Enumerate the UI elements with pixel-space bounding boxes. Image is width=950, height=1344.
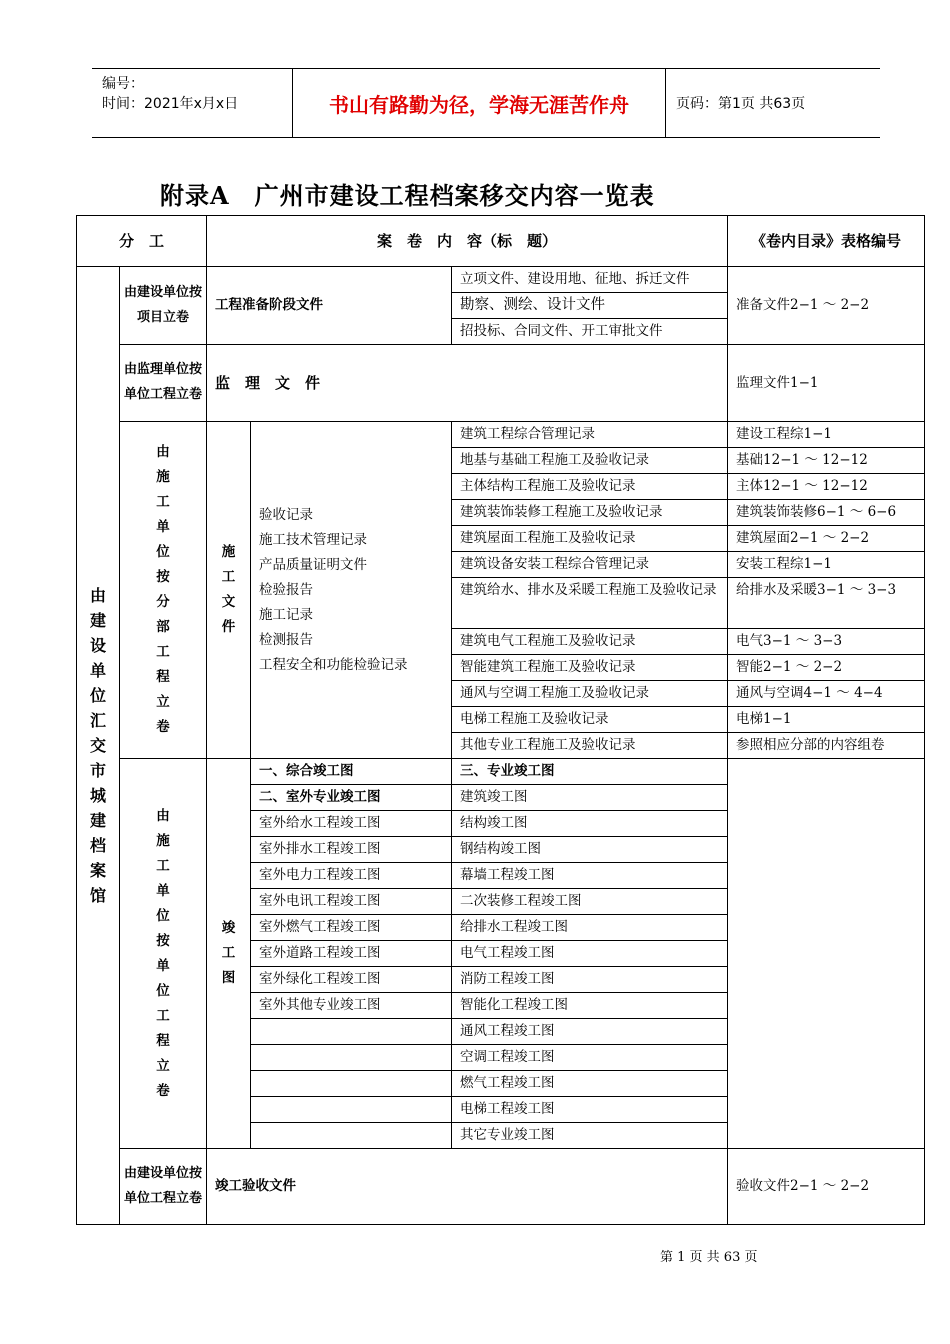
header-page-cell	[666, 69, 880, 137]
prep-unit: 由建设单位按项目立卷	[120, 267, 207, 345]
table-row	[77, 759, 925, 785]
record-code: 建筑装饰装修6−1 ～ 6−6	[728, 500, 925, 526]
list-item: 验收记录	[259, 506, 314, 523]
acceptance-title: 竣工验收文件	[207, 1149, 728, 1225]
table-row	[77, 267, 925, 293]
list-item: 施工记录	[259, 606, 314, 623]
asbuilt-right: 建筑竣工图	[452, 785, 728, 811]
record-code: 通风与空调4−1 ～ 4−4	[728, 681, 925, 707]
record-code: 给排水及采暖3−1 ～ 3−3	[728, 578, 925, 629]
acceptance-code: 验收文件2−1 ～ 2−2	[728, 1149, 925, 1225]
char: 卷	[156, 719, 170, 735]
char: 城	[89, 786, 106, 805]
char: 施	[221, 544, 236, 560]
record-name: 通风与空调工程施工及验收记录	[452, 681, 728, 707]
asbuilt-left: 二、室外专业竣工图	[251, 785, 452, 811]
char: 工	[156, 1007, 170, 1024]
acceptance-unit: 由建设单位按单位工程立卷	[120, 1149, 207, 1225]
record-code: 安装工程综1−1	[728, 552, 925, 578]
char: 工	[156, 857, 170, 874]
char: 施	[156, 469, 170, 485]
page-title: 附录A 广州市建设工程档案移交内容一览表	[160, 181, 655, 210]
supervision-code: 监理文件1−1	[728, 345, 925, 422]
header-meta	[92, 69, 293, 137]
asbuilt-unit	[120, 759, 207, 1149]
char: 程	[156, 1032, 170, 1049]
asbuilt-code-empty	[728, 759, 925, 1149]
page-number-label: 页码：第1页 共63页	[676, 96, 806, 112]
list-item: 产品质量证明文件	[259, 556, 368, 573]
asbuilt-right: 钢结构竣工图	[452, 837, 728, 863]
asbuilt-left: 室外给水工程竣工图	[251, 811, 452, 837]
date-label: 时间：2021年x月x日	[102, 96, 239, 112]
char: 工	[221, 569, 236, 585]
record-code: 建筑屋面2−1 ～ 2−2	[728, 526, 925, 552]
record-name: 建筑设备安装工程综合管理记录	[452, 552, 728, 578]
char: 文	[221, 594, 236, 610]
list-item: 检测报告	[259, 631, 314, 648]
asbuilt-left: 室外燃气工程竣工图	[251, 915, 452, 941]
asbuilt-right: 二次装修工程竣工图	[452, 889, 728, 915]
header-division: 分 工	[77, 216, 207, 267]
list-item: 施工技术管理记录	[259, 531, 368, 548]
list-item: 检验报告	[259, 581, 314, 598]
asbuilt-right: 其它专业竣工图	[452, 1123, 728, 1149]
table-row	[77, 422, 925, 448]
char: 件	[221, 619, 236, 635]
char: 部	[156, 619, 170, 635]
char: 设	[89, 636, 106, 655]
asbuilt-left: 室外电力工程竣工图	[251, 863, 452, 889]
motto: 书山有路勤为径，学海无涯苦作舟	[329, 92, 629, 117]
record-name: 建筑屋面工程施工及验收记录	[452, 526, 728, 552]
asbuilt-left: 室外绿化工程竣工图	[251, 967, 452, 993]
record-name: 建筑工程综合管理记录	[452, 422, 728, 448]
asbuilt-left	[251, 1045, 452, 1071]
asbuilt-left: 室外排水工程竣工图	[251, 837, 452, 863]
table-row	[77, 216, 925, 267]
asbuilt-left: 室外其他专业竣工图	[251, 993, 452, 1019]
asbuilt-right: 消防工程竣工图	[452, 967, 728, 993]
page-header	[92, 68, 880, 138]
asbuilt-left: 室外电讯工程竣工图	[251, 889, 452, 915]
asbuilt-right: 幕墙工程竣工图	[452, 863, 728, 889]
char: 位	[156, 544, 170, 560]
char: 单	[89, 661, 106, 680]
asbuilt-right: 三、专业竣工图	[452, 759, 728, 785]
prep-item: 勘察、测绘、设计文件	[452, 293, 728, 319]
record-code: 电梯1−1	[728, 707, 925, 733]
asbuilt-left	[251, 1019, 452, 1045]
char: 建	[89, 811, 106, 830]
char: 单	[156, 882, 170, 899]
char: 馆	[89, 886, 106, 905]
char: 由	[156, 807, 170, 824]
serial-label: 编号：	[102, 76, 144, 92]
record-name: 建筑电气工程施工及验收记录	[452, 629, 728, 655]
char: 程	[156, 669, 170, 685]
char: 卷	[156, 1082, 170, 1099]
header-motto-cell	[293, 69, 666, 137]
construction-category	[207, 422, 251, 759]
record-name: 智能建筑工程施工及验收记录	[452, 655, 728, 681]
char: 由	[89, 586, 106, 605]
asbuilt-right: 空调工程竣工图	[452, 1045, 728, 1071]
asbuilt-left	[251, 1071, 452, 1097]
record-code: 主体12−1 ～ 12−12	[728, 474, 925, 500]
char: 位	[156, 982, 170, 999]
char: 立	[156, 1057, 170, 1074]
char: 位	[156, 907, 170, 924]
char: 建	[89, 611, 106, 630]
asbuilt-right: 电梯工程竣工图	[452, 1097, 728, 1123]
supervision-unit: 由监理单位按单位工程立卷	[120, 345, 207, 422]
char: 分	[156, 594, 170, 610]
asbuilt-left	[251, 1123, 452, 1149]
record-code: 参照相应分部的内容组卷	[728, 733, 925, 759]
record-name: 主体结构工程施工及验收记录	[452, 474, 728, 500]
record-name: 建筑给水、排水及采暖工程施工及验收记录	[452, 578, 728, 629]
char: 交	[89, 736, 106, 755]
asbuilt-left: 室外道路工程竣工图	[251, 941, 452, 967]
char: 市	[89, 761, 106, 780]
prep-item: 招投标、合同文件、开工审批文件	[452, 319, 728, 345]
asbuilt-right: 结构竣工图	[452, 811, 728, 837]
receiver-cell	[77, 267, 120, 1225]
asbuilt-right: 通风工程竣工图	[452, 1019, 728, 1045]
supervision-title: 监 理 文 件	[207, 345, 728, 422]
record-name: 电梯工程施工及验收记录	[452, 707, 728, 733]
record-code: 电气3−1 ～ 3−3	[728, 629, 925, 655]
prep-item: 立项文件、建设用地、征地、拆迁文件	[452, 267, 728, 293]
char: 由	[156, 444, 170, 460]
char: 工	[156, 494, 170, 510]
asbuilt-right: 燃气工程竣工图	[452, 1071, 728, 1097]
char: 位	[89, 686, 106, 705]
asbuilt-right: 给排水工程竣工图	[452, 915, 728, 941]
asbuilt-right: 智能化工程竣工图	[452, 993, 728, 1019]
char: 施	[156, 832, 170, 849]
table-row	[77, 1149, 925, 1225]
char: 档	[89, 836, 106, 855]
record-code: 智能2−1 ～ 2−2	[728, 655, 925, 681]
asbuilt-right: 电气工程竣工图	[452, 941, 728, 967]
char: 单	[156, 957, 170, 974]
char: 图	[221, 970, 236, 986]
header-content: 案 卷 内 容（标 题）	[207, 216, 728, 267]
char: 单	[156, 519, 170, 535]
construction-doc-list	[251, 422, 452, 759]
header-code: 《卷内目录》表格编号	[728, 216, 925, 267]
list-item: 工程安全和功能检验记录	[259, 656, 408, 673]
construction-unit	[120, 422, 207, 759]
record-code: 建设工程综1−1	[728, 422, 925, 448]
record-code: 基础12−1 ～ 12−12	[728, 448, 925, 474]
page-footer: 第 1 页 共 63 页	[660, 1250, 758, 1265]
char: 汇	[89, 711, 106, 730]
char: 按	[156, 569, 170, 585]
char: 案	[89, 861, 106, 880]
char: 按	[156, 932, 170, 949]
char: 竣	[221, 920, 236, 936]
prep-code: 准备文件2−1 ～ 2−2	[728, 267, 925, 345]
record-name: 地基与基础工程施工及验收记录	[452, 448, 728, 474]
asbuilt-left	[251, 1097, 452, 1123]
char: 工	[221, 945, 236, 961]
transfer-table	[76, 215, 925, 1225]
table-row	[77, 345, 925, 422]
char: 立	[156, 694, 170, 710]
asbuilt-left: 一、综合竣工图	[251, 759, 452, 785]
char: 工	[156, 644, 170, 660]
asbuilt-category	[207, 759, 251, 1149]
record-name: 其他专业工程施工及验收记录	[452, 733, 728, 759]
prep-title: 工程准备阶段文件	[207, 267, 452, 345]
record-name: 建筑装饰装修工程施工及验收记录	[452, 500, 728, 526]
